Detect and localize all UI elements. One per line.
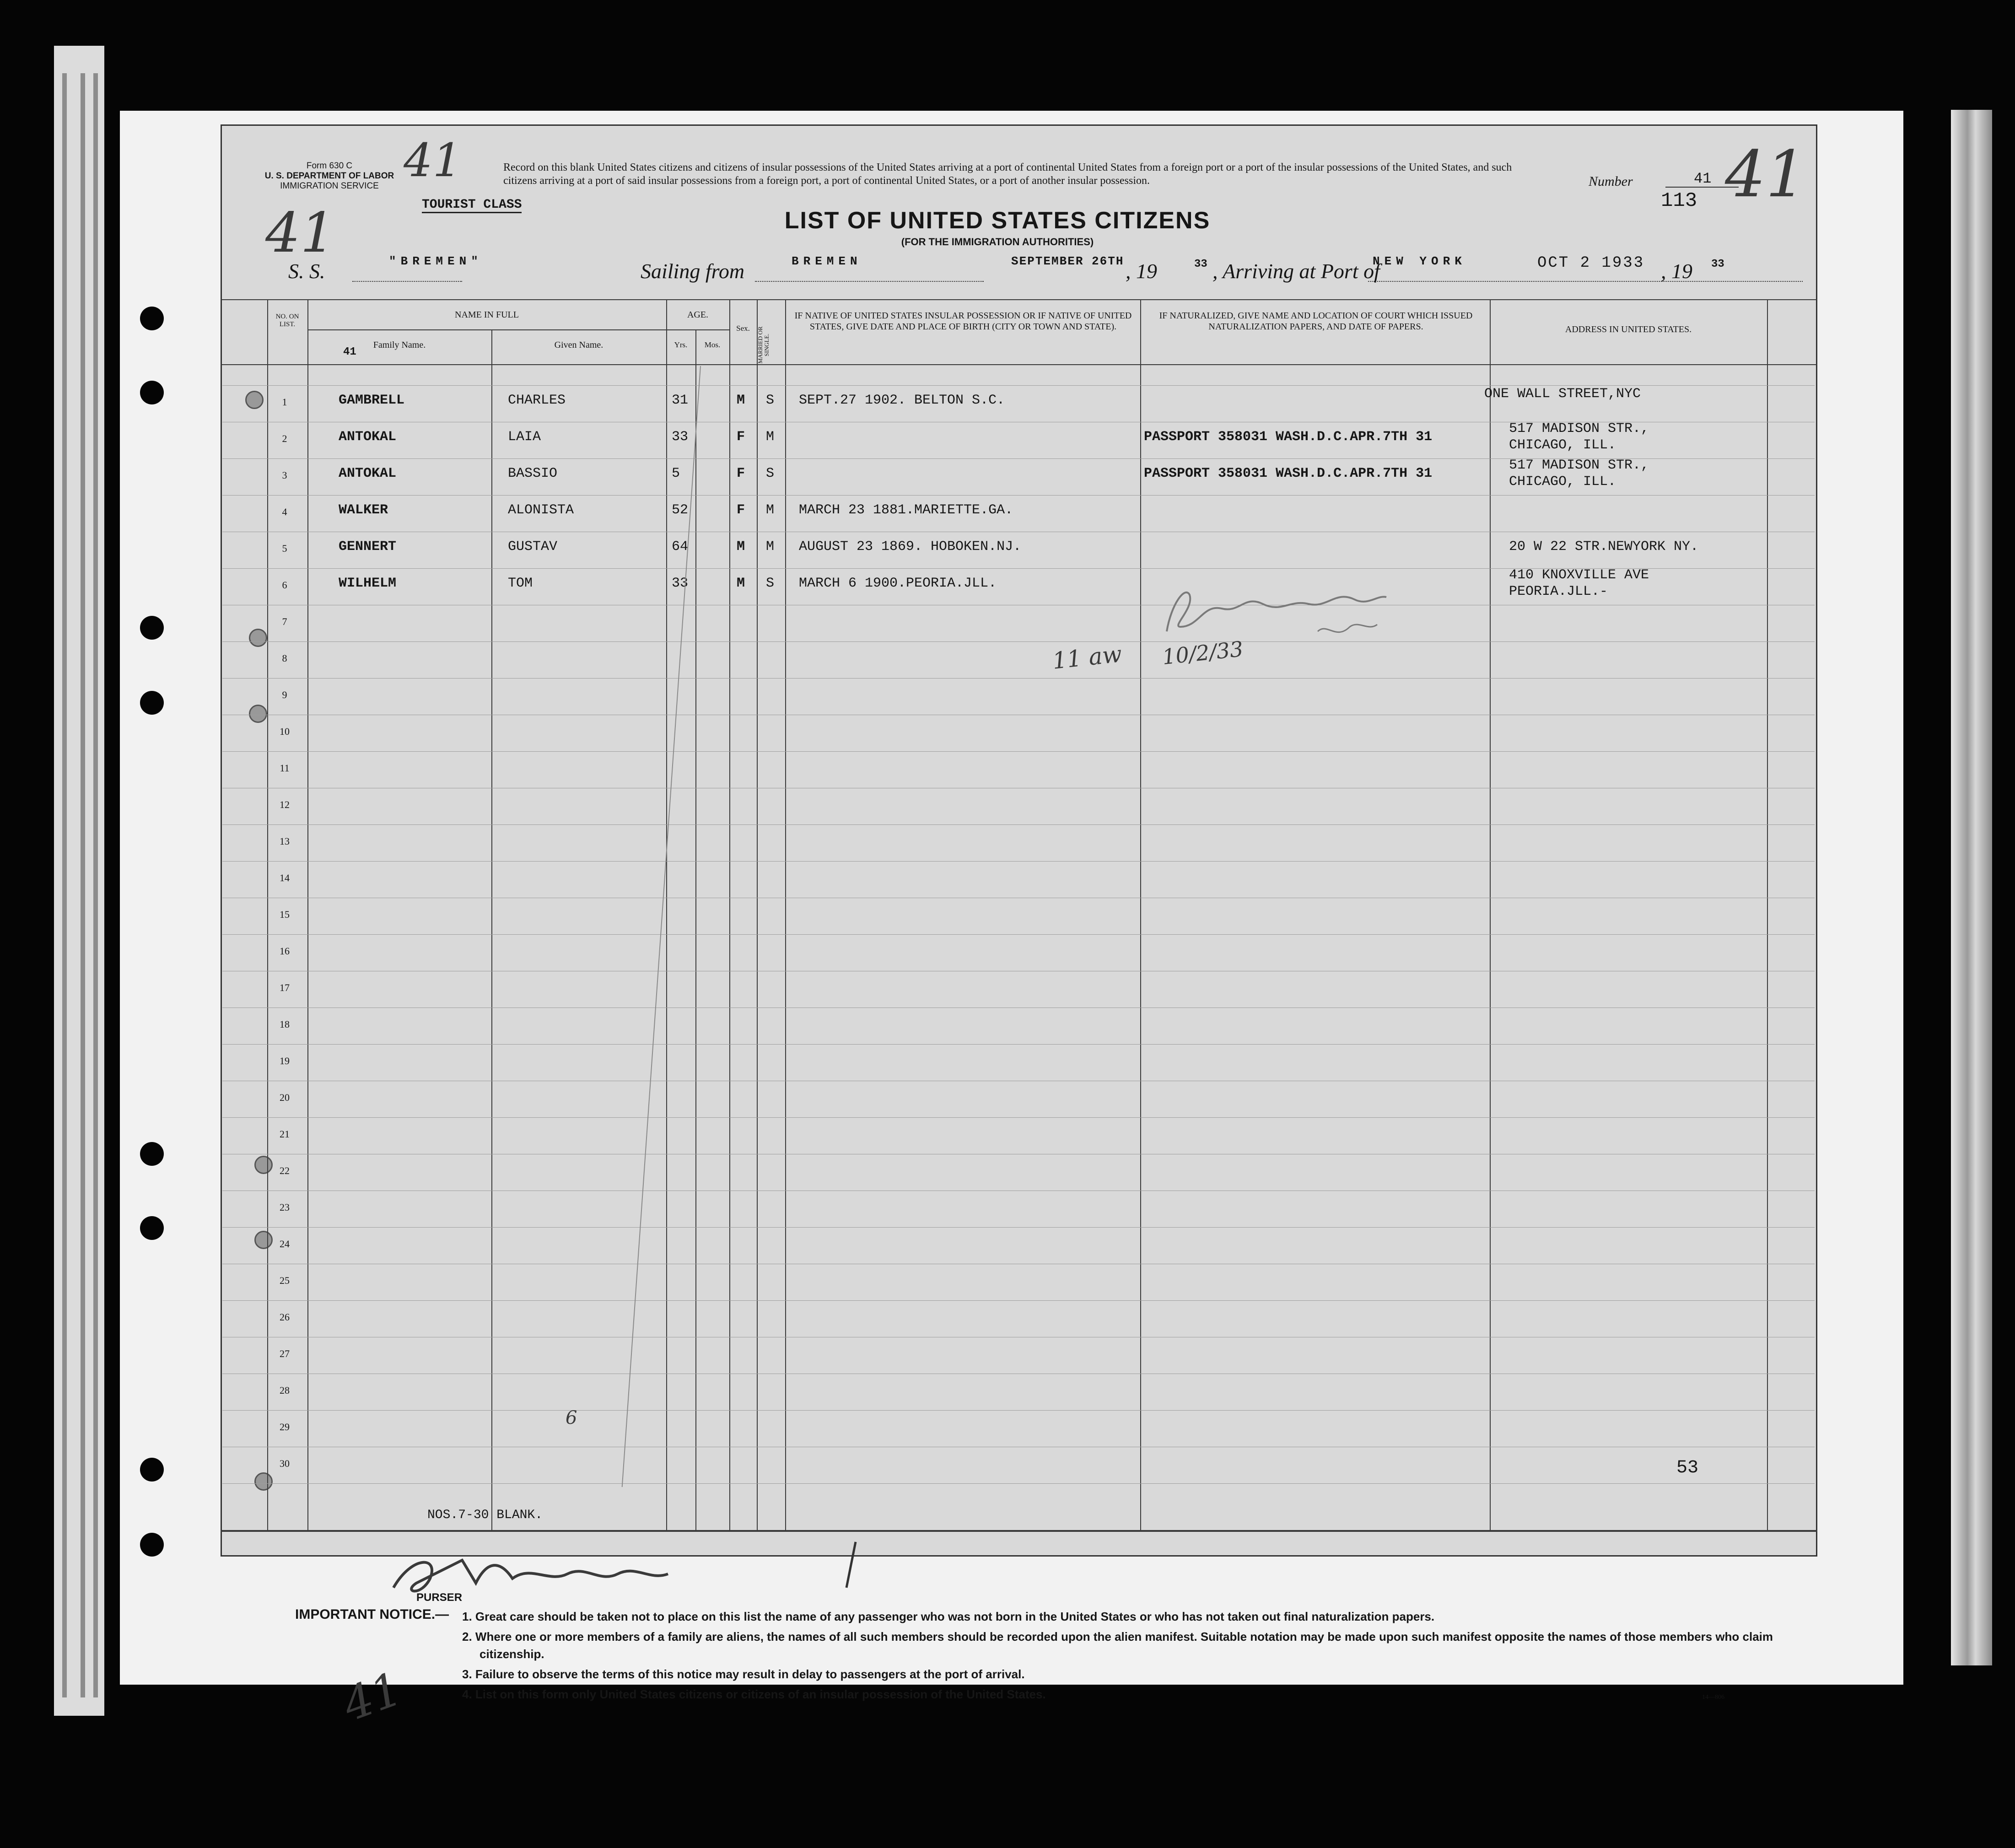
- binder-rail: [93, 73, 98, 1697]
- sex-cell: M: [737, 393, 745, 408]
- row-number: 16: [280, 945, 290, 957]
- form-hole: [254, 1231, 273, 1249]
- inspector-date: 10/2/33: [1161, 636, 1245, 670]
- marital-status-cell: M: [766, 539, 775, 555]
- col-divider: [785, 300, 786, 1531]
- arriving-port: NEW YORK: [1373, 254, 1466, 268]
- voyage-line: [288, 254, 1734, 286]
- header-sex: Sex.: [736, 324, 750, 333]
- sex-cell: F: [737, 429, 745, 445]
- col-divider: [1490, 300, 1491, 1531]
- sex-cell: M: [737, 576, 745, 591]
- given-name-cell: GUSTAV: [508, 539, 558, 555]
- birthplace-cell: MARCH 23 1881.MARIETTE.GA.: [799, 502, 1013, 518]
- year-prefix-1: , 19: [1126, 259, 1157, 283]
- age-years-cell: 33: [672, 576, 689, 591]
- row-number: 23: [280, 1201, 290, 1213]
- form-hole: [254, 1472, 273, 1491]
- address-cell: ONE WALL STREET,NYC: [1484, 386, 1641, 402]
- header-married: MARRIED OR SINGLE.: [757, 326, 770, 364]
- punch-hole: [140, 1142, 164, 1166]
- form-hole: [249, 629, 267, 647]
- family-col-mark: 41: [343, 346, 356, 358]
- header-yrs: Yrs.: [674, 340, 688, 349]
- age-subrule: [666, 329, 729, 330]
- header-bottom-rule: [221, 364, 1817, 365]
- row-number: 29: [280, 1421, 290, 1433]
- header-name: NAME IN FULL: [455, 310, 519, 320]
- header-address: ADDRESS IN UNITED STATES.: [1565, 324, 1692, 334]
- page-subtitle: (FOR THE IMMIGRATION AUTHORITIES): [901, 236, 1094, 248]
- header-family: Family Name.: [373, 340, 426, 350]
- service: IMMIGRATION SERVICE: [280, 181, 379, 191]
- row-number: 27: [280, 1348, 290, 1359]
- row-number: 24: [280, 1238, 290, 1250]
- arriving-label: , Arriving at Port of: [1212, 259, 1380, 283]
- row-number: 11: [280, 762, 290, 774]
- notice-item: 2. Where one or more members of a family are aliens, the names of all such members should be recorded upon the alien manifest. Suitable notation may be made upon such manifest opposite the names of those members who claim citizenship.: [462, 1630, 1773, 1661]
- marital-status-cell: M: [766, 429, 775, 445]
- address-cell: 20 W 22 STR.NEWYORK NY.: [1509, 539, 1699, 555]
- page-title: LIST OF UNITED STATES CITIZENS: [784, 207, 1211, 234]
- number-label: Number: [1589, 174, 1633, 189]
- ship-underline: [352, 281, 462, 282]
- blank-note: NOS.7-30 BLANK.: [427, 1508, 543, 1522]
- col-divider: [1767, 300, 1768, 1531]
- table-bottom-rule: [221, 1530, 1817, 1532]
- address-cell: 410 KNOXVILLE AVE: [1509, 567, 1649, 583]
- handwritten-number-right: 41: [1725, 137, 1807, 212]
- row-number: 30: [280, 1458, 290, 1469]
- ruled-line: [222, 1227, 1815, 1228]
- row-number: 17: [280, 982, 290, 993]
- arrival-stamp: OCT 2 1933: [1537, 254, 1645, 272]
- marital-status-cell: S: [766, 576, 775, 591]
- row-number: 2: [282, 433, 287, 444]
- stamp-number: 113: [1661, 189, 1697, 212]
- family-name-cell: WILHELM: [339, 576, 397, 591]
- sailing-label: Sailing from: [641, 259, 745, 283]
- birthplace-cell: SEPT.27 1902. BELTON S.C.: [799, 393, 1005, 408]
- notice-item: 3. Failure to observe the terms of this notice may result in delay to passengers at the port of arrival.: [462, 1667, 1025, 1681]
- punch-hole: [140, 1533, 164, 1557]
- number-value: 41: [1694, 170, 1712, 187]
- ruled-line: [222, 1044, 1815, 1045]
- age-years-cell: 5: [672, 466, 680, 481]
- sex-cell: M: [737, 539, 745, 555]
- ruled-line: [222, 751, 1815, 752]
- marital-status-cell: M: [766, 502, 775, 518]
- row-number: 25: [280, 1275, 290, 1286]
- ruled-line: [222, 934, 1815, 935]
- binder-rail: [62, 73, 67, 1697]
- header-given: Given Name.: [554, 340, 603, 350]
- given-name-cell: ALONISTA: [508, 502, 574, 518]
- notice-item: 1. Great care should be taken not to place on this list the name of any passenger who was not born in the United States or who has not taken out final naturalization papers.: [462, 1610, 1435, 1623]
- header-mos: Mos.: [704, 340, 721, 349]
- ruled-line: [222, 495, 1815, 496]
- given-name-cell: TOM: [508, 576, 533, 591]
- row-number: 6: [282, 579, 287, 591]
- row-number: 21: [280, 1128, 290, 1140]
- form-hole: [245, 391, 264, 409]
- sex-cell: F: [737, 502, 745, 518]
- header-native: IF NATIVE OF UNITED STATES INSULAR POSSESSION OR IF NATIVE OF UNITED STATES, GIVE DATE AND PLACE OF BIRTH (CITY OR TOWN AND STATE).: [794, 311, 1132, 332]
- sailing-date: SEPTEMBER 26TH: [1011, 254, 1124, 268]
- ruled-line: [222, 861, 1815, 862]
- ruled-line: [222, 1117, 1815, 1118]
- sailing-port: BREMEN: [792, 254, 862, 268]
- notice-list: [462, 1608, 1780, 1706]
- address-line2-cell: PEORIA.JLL.-: [1509, 584, 1608, 599]
- given-name-cell: BASSIO: [508, 466, 558, 481]
- naturalization-cell: PASSPORT 358031 WASH.D.C.APR.7TH 31: [1144, 429, 1433, 445]
- inspector-signature: [1153, 576, 1391, 645]
- family-name-cell: GENNERT: [339, 539, 397, 555]
- row-number: 20: [280, 1092, 290, 1103]
- row-number: 19: [280, 1055, 290, 1067]
- row-number: 9: [282, 689, 287, 700]
- form-code: 14—806: [1702, 1694, 1724, 1701]
- age-years-cell: 33: [672, 429, 689, 445]
- row-mark: 6: [566, 1407, 577, 1428]
- row-number: 7: [282, 616, 287, 627]
- age-years-cell: 64: [672, 539, 689, 555]
- row-number: 4: [282, 506, 287, 517]
- table-top-rule: [221, 299, 1817, 300]
- ruled-line: [222, 1410, 1815, 1411]
- marital-status-cell: S: [766, 393, 775, 408]
- page-number: 53: [1676, 1458, 1699, 1478]
- birthplace-cell: MARCH 6 1900.PEORIA.JLL.: [799, 576, 997, 591]
- binder-strip: [54, 46, 104, 1716]
- family-name-cell: WALKER: [339, 502, 388, 518]
- handwritten-number-left: 41: [265, 201, 335, 265]
- ss-label: S. S.: [288, 259, 325, 283]
- col-divider: [757, 300, 758, 1531]
- row-number: 1: [282, 396, 287, 408]
- address-cell: 517 MADISON STR.,: [1509, 458, 1649, 473]
- form-hole: [254, 1156, 273, 1174]
- row-number: 8: [282, 652, 287, 664]
- row-number: 15: [280, 909, 290, 920]
- form-instructions: Record on this blank United States citizens and citizens of insular possessions of the United States arriving at a port of continental United States from a foreign port or a port of the insular possessions of the United States, and such citizens arriving at a port of said insular possessions from a foreign port, a port of continental United States, or a port of another insular possession.: [503, 162, 1512, 187]
- given-name-cell: CHARLES: [508, 393, 566, 408]
- sex-cell: F: [737, 466, 745, 481]
- col-divider: [491, 329, 492, 1531]
- punch-hole: [140, 691, 164, 715]
- row-number: 28: [280, 1385, 290, 1396]
- ruled-line: [222, 1300, 1815, 1301]
- birthplace-cell: AUGUST 23 1869. HOBOKEN.NJ.: [799, 539, 1022, 555]
- col-divider: [267, 300, 268, 1531]
- row-number: 14: [280, 872, 290, 884]
- col-divider: [1140, 300, 1141, 1531]
- handwritten-number-top: 41: [404, 134, 462, 187]
- family-name-cell: ANTOKAL: [339, 466, 397, 481]
- address-line2-cell: CHICAGO, ILL.: [1509, 474, 1616, 490]
- year-1: 33: [1194, 258, 1207, 270]
- header-no: NO. ON LIST.: [275, 313, 299, 328]
- row-number: 13: [280, 835, 290, 847]
- row-number: 22: [280, 1165, 290, 1176]
- marital-status-cell: S: [766, 466, 775, 481]
- punch-hole: [140, 1216, 164, 1240]
- page-edge: [1951, 110, 1992, 1665]
- header-age: AGE.: [687, 310, 709, 320]
- address-cell: 517 MADISON STR.,: [1509, 421, 1649, 436]
- inspector-note: 11 aw: [1051, 641, 1123, 674]
- purser-label: PURSER: [416, 1591, 463, 1604]
- year-prefix-2: , 19: [1661, 259, 1692, 283]
- col-divider: [729, 300, 730, 1531]
- ruled-line: [222, 1483, 1815, 1484]
- ruled-line: [222, 678, 1815, 679]
- class-label: TOURIST CLASS: [422, 198, 522, 213]
- binder-rail: [81, 73, 85, 1697]
- port-underline: [755, 281, 984, 282]
- header-naturalized: IF NATURALIZED, GIVE NAME AND LOCATION OF COURT WHICH ISSUED NATURALIZATION PAPERS, AND DATE OF PAPERS.: [1159, 311, 1473, 332]
- naturalization-cell: PASSPORT 358031 WASH.D.C.APR.7TH 31: [1144, 466, 1433, 481]
- age-years-cell: 52: [672, 502, 689, 518]
- form-number: Form 630 C: [306, 161, 353, 171]
- family-name-cell: ANTOKAL: [339, 429, 397, 445]
- notice-heading: IMPORTANT NOTICE.—: [295, 1607, 449, 1622]
- row-number: 18: [280, 1018, 290, 1030]
- row-number: 12: [280, 799, 290, 810]
- ruled-line: [222, 385, 1815, 386]
- punch-hole: [140, 616, 164, 640]
- col-divider: [307, 300, 308, 1531]
- family-name-cell: GAMBRELL: [339, 393, 405, 408]
- row-number: 10: [280, 726, 290, 737]
- address-line2-cell: CHICAGO, ILL.: [1509, 437, 1616, 453]
- name-subrule: [307, 329, 666, 330]
- arrival-underline: [1368, 281, 1803, 282]
- ship-name: "BREMEN": [389, 254, 483, 268]
- age-years-cell: 31: [672, 393, 689, 408]
- form-identifier: [261, 161, 398, 191]
- row-number: 5: [282, 543, 287, 554]
- ruled-line: [222, 824, 1815, 825]
- row-number: 26: [280, 1311, 290, 1323]
- year-2: 33: [1711, 258, 1724, 270]
- department: U. S. DEPARTMENT OF LABOR: [264, 171, 394, 181]
- form-hole: [249, 705, 267, 723]
- ruled-line: [222, 641, 1815, 642]
- given-name-cell: LAIA: [508, 429, 541, 445]
- punch-hole: [140, 1458, 164, 1482]
- bottom-mark: 41: [335, 1661, 409, 1732]
- notice-item: 4. List on this form only United States citizens or citizens of an insular possession of the United States.: [462, 1687, 1046, 1701]
- row-number: 3: [282, 469, 287, 481]
- punch-hole: [140, 381, 164, 404]
- punch-hole: [140, 307, 164, 330]
- pen-stroke: [837, 1537, 865, 1592]
